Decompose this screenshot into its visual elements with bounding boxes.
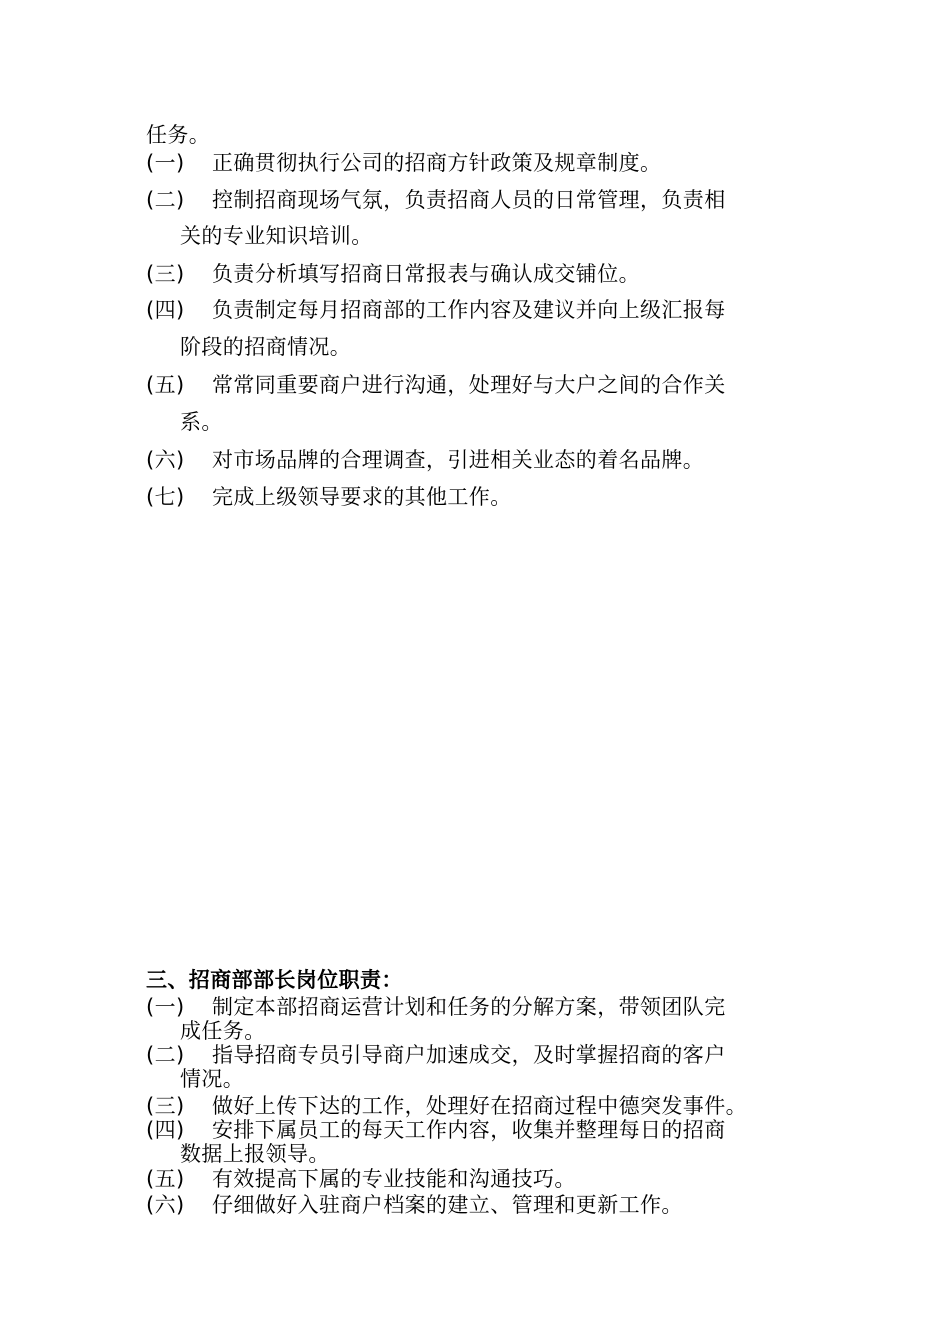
section1-item-1 [146,151,661,175]
item-text: 有效提高下属的专业技能和沟通技巧。 [212,1167,576,1191]
section1-item-3 [146,262,640,286]
section1-item-2 [146,188,726,212]
section1-item-5-continuation: 系。 [180,410,223,434]
section2-item-1-continuation: 成任务。 [180,1019,266,1043]
item-number: (一) [146,995,185,1019]
item-text: 负责制定每月招商部的工作内容及建议并向上级汇报每 [212,298,726,322]
item-number: (三) [146,1094,185,1118]
section2-item-2-continuation: 情况。 [180,1067,245,1091]
section1-item-2-continuation: 关的专业知识培训。 [180,224,373,248]
item-text: 完成上级领导要求的其他工作。 [212,485,512,509]
item-number: (五) [146,1167,185,1191]
section2-item-1 [146,995,726,1019]
section2-item-4-continuation: 数据上报领导。 [180,1142,330,1166]
item-number: (一) [146,151,185,175]
item-text: 仔细做好入驻商户档案的建立、管理和更新工作。 [212,1193,683,1217]
item-text: 指导招商专员引导商户加速成交，及时掌握招商的客户 [212,1043,726,1067]
section2-item-3 [146,1094,747,1118]
item-number: (三) [146,262,185,286]
section2-heading: 三、招商部部长岗位职责： [146,968,403,992]
item-text: 控制招商现场气氛，负责招商人员的日常管理，负责相 [212,188,726,212]
section2-item-2 [146,1043,726,1067]
item-number: (七) [146,485,185,509]
item-number: (二) [146,1043,185,1067]
item-number: (四) [146,298,185,322]
section1-item-4 [146,298,726,322]
section1-item-6 [146,448,704,472]
item-text: 正确贯彻执行公司的招商方针政策及规章制度。 [212,151,662,175]
section1-item-5 [146,373,726,397]
item-number: (二) [146,188,185,212]
item-text: 做好上传下达的工作，处理好在招商过程中德突发事件。 [212,1094,747,1118]
item-text: 负责分析填写招商日常报表与确认成交铺位。 [212,262,640,286]
item-text: 制定本部招商运营计划和任务的分解方案，带领团队完 [212,995,726,1019]
item-number: (四) [146,1118,185,1142]
item-number: (六) [146,448,185,472]
section1-item-4-continuation: 阶段的招商情况。 [180,335,352,359]
item-text: 安排下属员工的每天工作内容，收集并整理每日的招商 [212,1118,726,1142]
section2-item-4 [146,1118,726,1142]
item-text: 常常同重要商户进行沟通，处理好与大户之间的合作关 [212,373,726,397]
item-number: (六) [146,1193,185,1217]
section2-item-6 [146,1193,683,1217]
section2-item-5 [146,1167,576,1191]
item-number: (五) [146,373,185,397]
item-text: 对市场品牌的合理调查，引进相关业态的着名品牌。 [212,448,705,472]
section1-intro: 任务。 [146,123,211,147]
section1-item-7 [146,485,512,509]
